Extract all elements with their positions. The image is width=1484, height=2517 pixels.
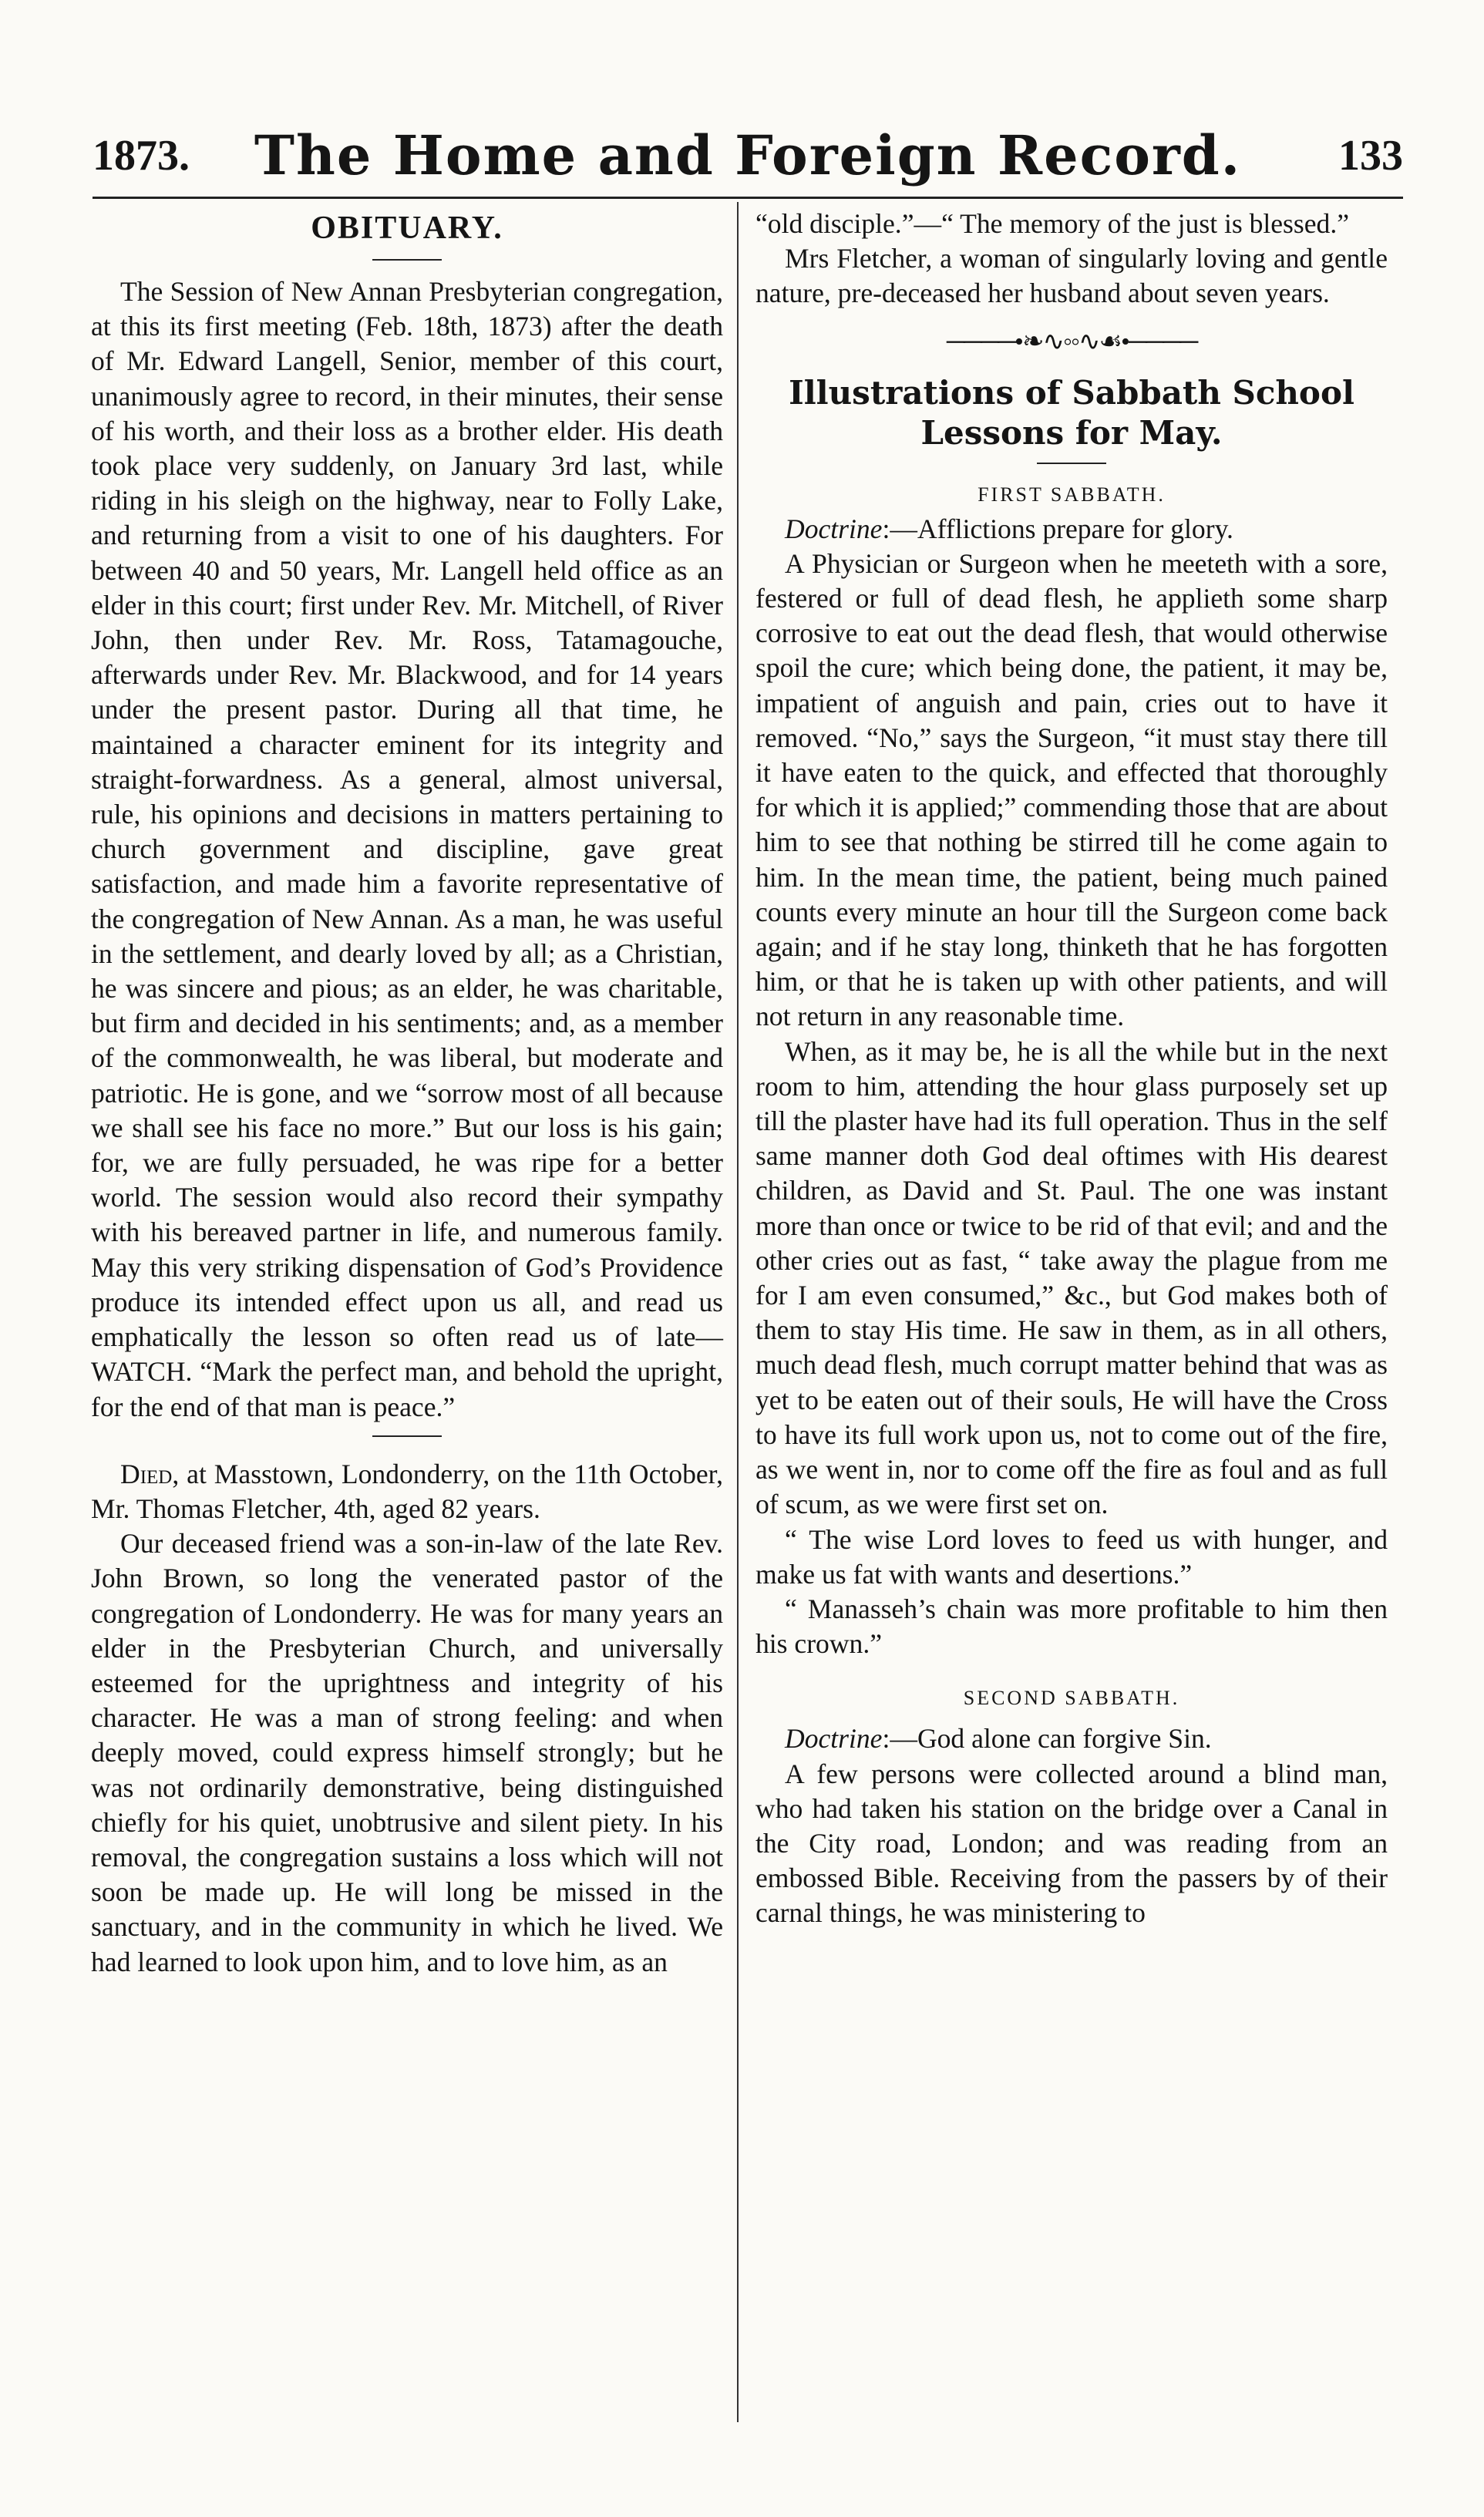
- mrs-fletcher-note: Mrs Fletcher, a woman of singularly loving and gentle nature, pre-deceased her husband about seven years.: [755, 243, 1388, 309]
- hour-glass-paragraph: When, as it may be, he is all the while but in the next room to him, attending the hour glass purposely set up till the plaster have had its full operation. Thus in the self same manner doth God deal oftimes with His dearest children, as David and St. Paul. The one was instant more than once or twice to be rid of that evil; and and the other cries out as fast, “ take away the plague from me for I am even consumed,” &c., but God makes both of them to stay His time. He saw in them, as in all others, much dead flesh, much corrupt matter behind that was as yet to be eaten out of their souls, He will have the Cross to have its full work upon us, not to come out of the fire, as we went in, nor to come off the fire as foul and as full of scum, as we were first set on.: [755, 1035, 1388, 1520]
- fletcher-continued: “old disciple.”—“ The memory of the just is blessed.”: [755, 208, 1350, 239]
- doctrine-label: Doctrine: [785, 1723, 883, 1755]
- blind-man-paragraph: A few persons were collected around a blind man, who had taken his station on the bridge over a Canal in the City road, London; and was reading from an embossed Bible. Receiving from the passers by of their carnal things, he was ministering to: [755, 1758, 1388, 1929]
- fletcher-tribute: Our deceased friend was a son-in-law of the late Rev. John Brown, so long the venerated pastor of the congregation of Londonderry. He was for many years an elder in the Presbyterian Church, and universally esteemed for the uprightness and integrity of his character. He was a man of strong feeling: and when deeply moved, could express himself strongly; but he was not ordinarily demonstrative, being distinguished chiefly for his quiet, unobtrusive and silent piety. In his removal, the congregation sustains a loss which will not soon be made up. He will long be missed in the sanctuary, and in the community in which he lived. We had learned to look upon him, and to love him, as an: [91, 1528, 723, 1977]
- second-sabbath-heading: SECOND SABBATH.: [963, 1687, 1180, 1710]
- manasseh-quote: “ Manasseh’s chain was more profitable to him then his crown.”: [755, 1593, 1388, 1660]
- doctrine-text: :—God alone can forgive Sin.: [882, 1723, 1212, 1755]
- fletcher-death-notice: [91, 1457, 723, 1526]
- first-doctrine: [755, 512, 1388, 547]
- short-rule: [1037, 463, 1106, 464]
- right-column: [755, 207, 1388, 1931]
- short-rule: [372, 1435, 442, 1437]
- lessons-heading: Illustrations of Sabbath School Lessons for May.: [789, 373, 1354, 452]
- doctrine-text: :—Afflictions prepare for glory.: [882, 513, 1233, 544]
- died-text: at Masstown, Londonderry, on the 11th October, Mr. Thomas Fletcher, 4th, aged 82 years.: [91, 1458, 723, 1524]
- column-divider: [737, 202, 739, 2422]
- page-number: 133: [1338, 132, 1403, 180]
- doctrine-label: Doctrine: [785, 513, 883, 544]
- obituary-heading: OBITUARY.: [311, 210, 503, 246]
- physician-paragraph: A Physician or Surgeon when he meeteth with a sore, festered or full of dead flesh, he applieth some sharp corrosive to eat out the dead flesh, that would otherwise spoil the cure; which being done, the patient, it may be, impatient of anguish and pain, cries out to have it removed. “No,” says the Surgeon, “it must stay there till it have eaten to the quick, and effected that thoroughly for which it is applied;” commending those that are about him to see that nothing be stirred till he come again to him. In the mean time, the patient, being much pained counts every minute an hour till the Surgeon come back again; and if he stay long, thinketh that he has forgotten him, or that he is taken up with other patients, and will not return in any reasonable time.: [755, 547, 1388, 1032]
- journal-title: The Home and Foreign Record.: [254, 123, 1242, 187]
- langell-obituary: The Session of New Annan Presbyterian congregation, at this its first meeting (Feb. 18th, 1873) after the death of Mr. Edward Langell, Senior, member of this court, unanimously agree to record, in their minutes, their sense of his worth, and their loss as a brother elder. His death took place very suddenly, on January 3rd last, while riding in his sleigh on the highway, near to Folly Lake, and returning from a visit to one of his daughters. For between 40 and 50 years, Mr. Langell held office as an elder in this court; first under Rev. Mr. Mitchell, of River John, then under Rev. Mr. Ross, Tatamagouche, afterwards under Rev. Mr. Blackwood, and for 14 years under the present pastor. During all that time, he maintained a character eminent for its integrity and straight-forwardness. As a general, almost universal, rule, his opinions and decisions in matters pertaining to church government and discipline, gave great satisfaction, and made him a favorite representative of the congregation of New Annan. As a man, he was useful in the settlement, and dearly loved by all; as a Christian, he was sincere and pious; as an elder, he was charitable, but firm and decided in his sentiments; and, as a member of the commonwealth, he was liberal, but moderate and patriotic. He is gone, and we “sorrow most of all because we shall see his face no more.” But our loss is his gain; for, we are fully persuaded, he was ripe for a better world. The session would also record their sympathy with his bereaved partner in life, and numerous family. May this very striking dispensation of God’s Providence produce its intended effect upon us all, and read us emphatically the lesson so often read us of late—WATCH. “Mark the perfect man, and behold the upright, for the end of that man is peace.”: [91, 276, 723, 1422]
- wise-lord-quote: “ The wise Lord loves to feed us with hunger, and make us fat with wants and desertions.”: [755, 1523, 1388, 1590]
- second-doctrine: [755, 1721, 1388, 1756]
- page-header: [93, 123, 1403, 193]
- header-year: 1873.: [93, 132, 190, 180]
- left-column: [91, 207, 723, 1980]
- died-word: Died,: [120, 1458, 180, 1489]
- header-rule: [93, 197, 1403, 199]
- ornamental-divider: ────•❧∿◦◦∿☙•────: [946, 327, 1197, 356]
- short-rule: [372, 259, 442, 261]
- first-sabbath-heading: FIRST SABBATH.: [978, 483, 1166, 506]
